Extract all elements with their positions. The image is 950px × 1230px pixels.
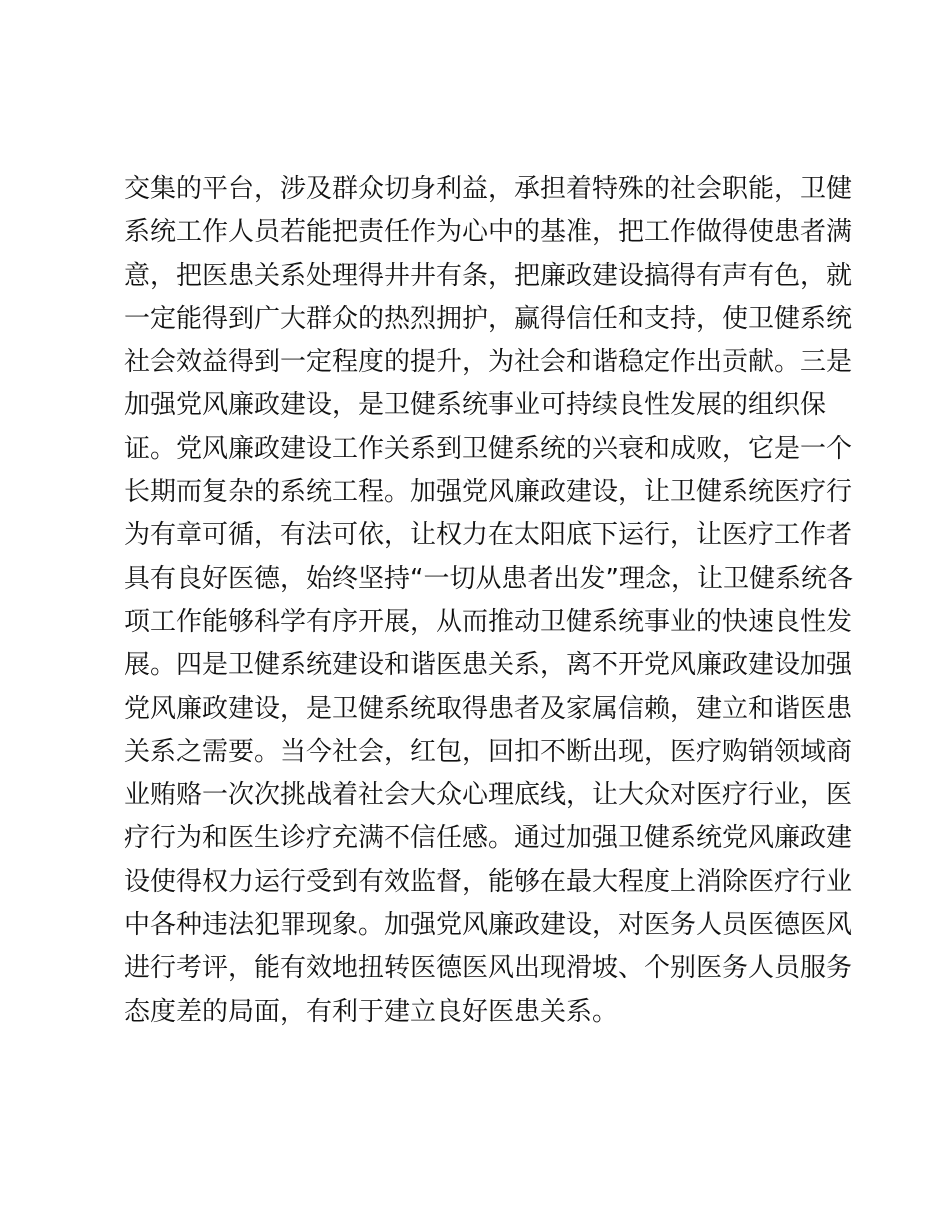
- text-line: 设使得权力运行受到有效监督，能够在最大程度上消除医疗行业: [124, 866, 853, 897]
- text-line: 进行考评，能有效地扭转医德医风出现滑坡、个别医务人员服务: [124, 953, 853, 984]
- text-line: 系统工作人员若能把责任作为心中的基准，把工作做得使患者满: [124, 217, 853, 248]
- text-line: 展。四是卫健系统建设和谐医患关系，离不开党风廉政建设加强: [124, 650, 853, 681]
- text-line: 为有章可循，有法可依，让权力在太阳底下运行，让医疗工作者: [124, 520, 853, 551]
- text-line: 关系之需要。当今社会，红包，回扣不断出现，医疗购销领域商: [124, 736, 853, 767]
- text-line: 意，把医患关系处理得井井有条，把廉政建设搞得有声有色，就: [124, 260, 853, 291]
- text-line: 党风廉政建设，是卫健系统取得患者及家属信赖，建立和谐医患: [124, 693, 853, 724]
- text-line: 中各种违法犯罪现象。加强党风廉政建设，对医务人员医德医风: [124, 910, 853, 941]
- text-line: 一定能得到广大群众的热烈拥护，赢得信任和支持，使卫健系统: [124, 303, 853, 334]
- text-line: 具有良好医德，始终坚持“一切从患者出发”理念，让卫健系统各: [124, 563, 853, 594]
- text-line: 证。党风廉政建设工作关系到卫健系统的兴衰和成败，它是一个: [124, 433, 853, 464]
- text-line: 业贿赂一次次挑战着社会大众心理底线，让大众对医疗行业，医: [124, 780, 853, 811]
- text-line: 态度差的局面，有利于建立良好医患关系。: [124, 996, 619, 1027]
- text-line: 加强党风廉政建设，是卫健系统事业可持续良性发展的组织保: [124, 390, 827, 421]
- text-line: 疗行为和医生诊疗充满不信任感。通过加强卫健系统党风廉政建: [124, 823, 853, 854]
- text-line: 长期而复杂的系统工程。加强党风廉政建设，让卫健系统医疗行: [124, 477, 853, 508]
- text-line: 项工作能够科学有序开展，从而推动卫健系统事业的快速良性发: [124, 606, 853, 637]
- body-text: [124, 168, 853, 1034]
- text-line: 社会效益得到一定程度的提升，为社会和谐稳定作出贡献。三是: [124, 347, 853, 378]
- text-line: 交集的平台，涉及群众切身利益，承担着特殊的社会职能，卫健: [124, 174, 853, 204]
